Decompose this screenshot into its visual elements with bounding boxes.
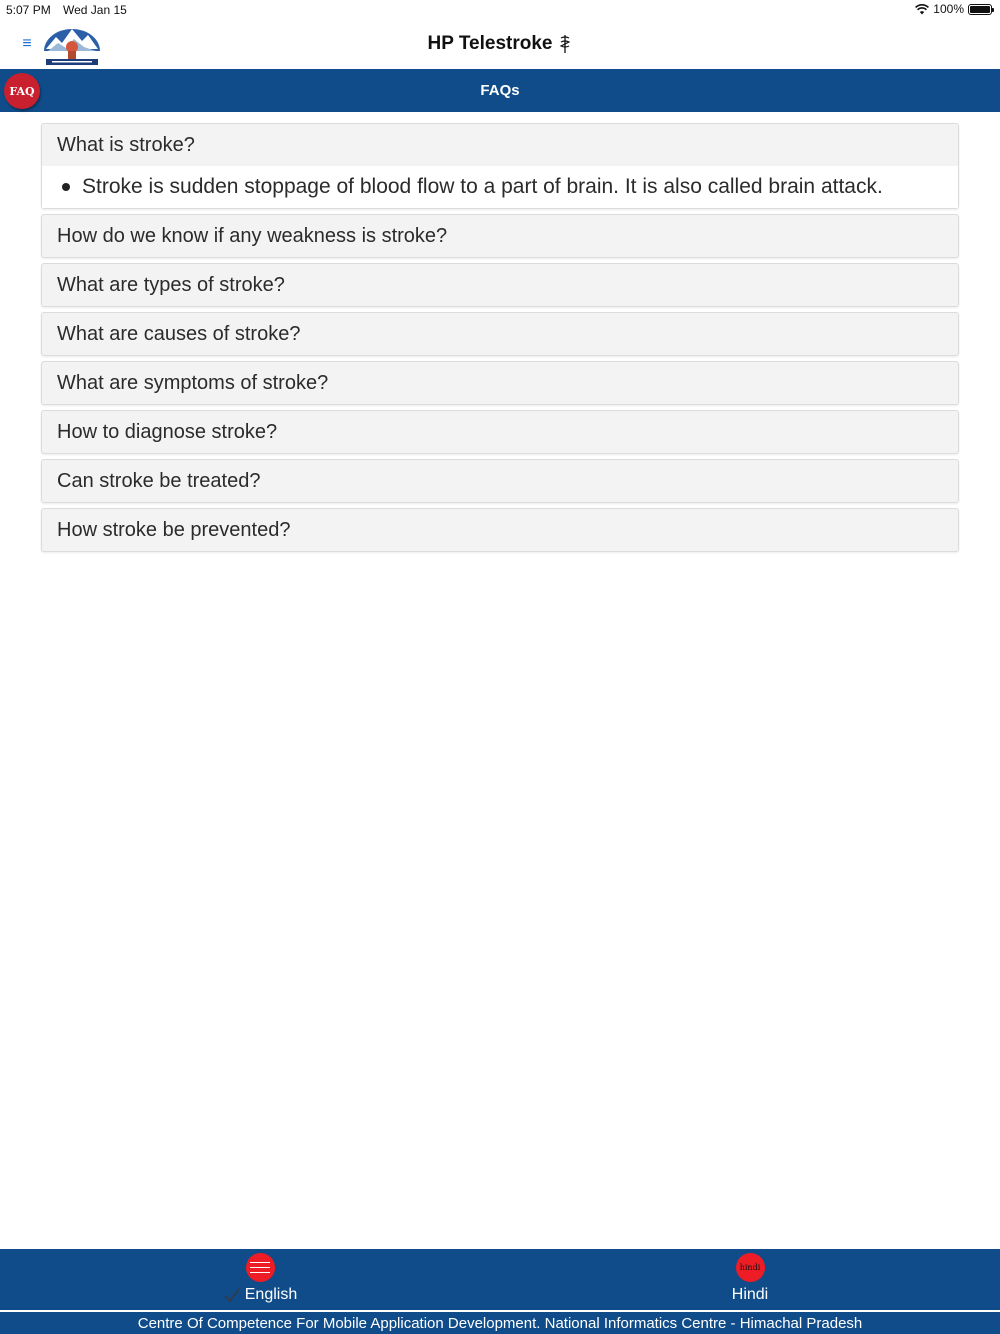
footer-divider [0,1310,1000,1312]
faq-question[interactable]: How do we know if any weakness is stroke? [57,224,448,247]
faq-question[interactable]: What are symptoms of stroke? [57,371,329,394]
faq-item[interactable] [41,459,959,503]
status-time: 5:07 PM [6,3,51,17]
english-language-button[interactable] [190,1253,330,1304]
battery-percentage: 100% [933,2,964,16]
faq-item[interactable] [41,508,959,552]
english-language-icon [246,1253,275,1282]
faq-question[interactable]: What is stroke? [57,133,195,156]
hindi-icon-text: hindi [739,1263,761,1272]
hamburger-icon[interactable]: ≡ [22,35,32,52]
faq-question[interactable]: What are causes of stroke? [57,322,301,345]
status-bar [0,0,1000,20]
faq-question[interactable]: How stroke be prevented? [57,518,291,541]
faq-question[interactable]: What are types of stroke? [57,273,285,296]
faq-item[interactable] [41,263,959,307]
wifi-icon [915,3,929,15]
footer [0,1249,1000,1334]
english-language-label: English [244,1286,298,1303]
hindi-language-button[interactable] [680,1253,820,1304]
footer-credit: Centre Of Competence For Mobile Application Development. National Informatics Centre - Himachal Pradesh [137,1315,863,1332]
faq-badge-icon: FAQ [4,73,40,109]
faq-item[interactable] [41,312,959,356]
hindi-language-label: Hindi [731,1286,769,1303]
faq-accordion [41,123,959,557]
checkmark-icon [223,1286,241,1304]
faq-question[interactable]: How to diagnose stroke? [57,420,278,443]
app-title-text: HP Telestroke [427,33,553,54]
status-date: Wed Jan 15 [63,3,127,17]
bullet-icon [62,183,70,191]
medical-staff-icon [558,34,572,54]
faq-item[interactable] [41,123,959,209]
faq-answer [42,166,958,208]
faq-question[interactable]: Can stroke be treated? [57,469,261,492]
page-title: FAQs [480,82,520,99]
status-indicators [915,2,992,16]
faq-item[interactable] [41,361,959,405]
faq-item[interactable] [41,214,959,258]
battery-icon [968,4,992,15]
page-title-bar [0,69,1000,112]
faq-item[interactable] [41,410,959,454]
faq-answer-text: Stroke is sudden stoppage of blood flow to a part of brain. It is also called brain attack. [82,175,883,198]
hindi-language-icon [736,1253,765,1282]
app-header [0,20,1000,69]
app-title [0,33,1000,55]
